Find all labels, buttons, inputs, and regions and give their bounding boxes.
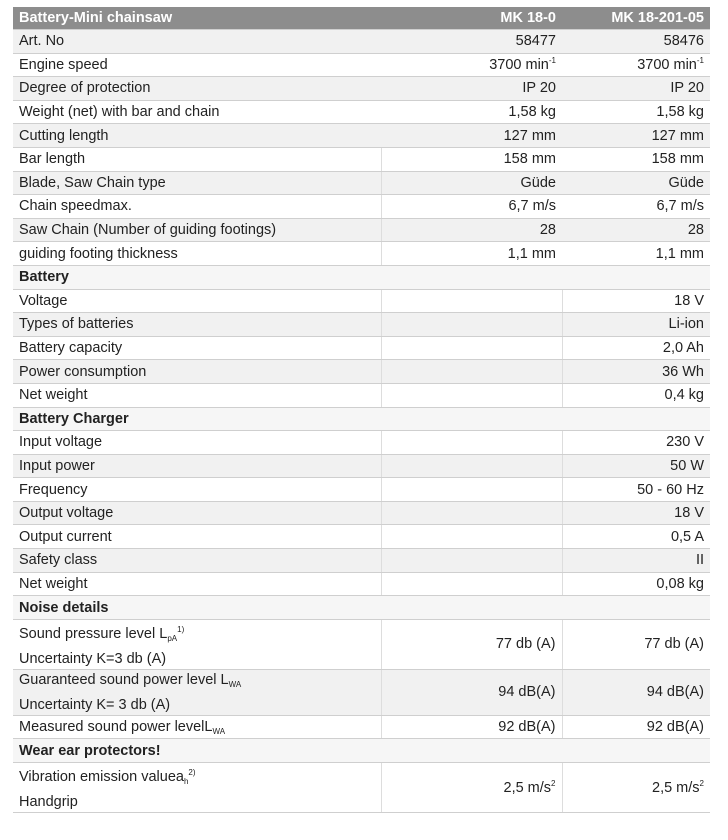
table-row <box>13 171 710 195</box>
table-row <box>13 525 710 549</box>
section-heading-ear <box>13 739 710 763</box>
cell-model-a: 28 <box>381 218 562 242</box>
cell-model-b: 6,7 m/s <box>562 195 710 219</box>
cell-value: 0,5 A <box>562 525 710 549</box>
table-row <box>13 313 710 337</box>
cell-model-a <box>381 53 562 77</box>
section-title: Wear ear protectors! <box>13 739 710 763</box>
section-title: Battery Charger <box>13 407 710 431</box>
empty-cell <box>381 313 562 337</box>
empty-cell <box>381 336 562 360</box>
empty-cell <box>381 501 562 525</box>
row-label: Types of batteries <box>13 313 381 337</box>
cell-model-b: Güde <box>562 171 710 195</box>
cell-model-a <box>381 763 562 813</box>
cell-value: 50 W <box>562 454 710 478</box>
cell-value: 18 V <box>562 289 710 313</box>
table-title: Battery-Mini chainsaw <box>13 7 381 30</box>
row-label: Chain speedmax. <box>13 195 381 219</box>
cell-model-b <box>562 763 710 813</box>
label-subscript: WA <box>212 726 226 736</box>
table-row <box>13 763 710 813</box>
label-text: Vibration emission valuea <box>19 769 184 786</box>
table-row <box>13 669 710 715</box>
table-row <box>13 242 710 266</box>
unit-exponent: 2 <box>551 779 556 789</box>
spec-table <box>13 7 710 813</box>
table-row <box>13 77 710 101</box>
row-label: Input voltage <box>13 431 381 455</box>
cell-model-a: Güde <box>381 171 562 195</box>
model-b-heading: MK 18-201-05 <box>562 7 710 30</box>
table-row <box>13 454 710 478</box>
section-heading-charger <box>13 407 710 431</box>
table-row <box>13 501 710 525</box>
empty-cell <box>381 431 562 455</box>
unit-exponent: -1 <box>548 56 556 66</box>
table-row <box>13 53 710 77</box>
cell-model-a: 77 db (A) <box>381 619 562 669</box>
cell-model-a: 127 mm <box>381 124 562 148</box>
cell-model-a: 58477 <box>381 30 562 54</box>
cell-value: 36 Wh <box>562 360 710 384</box>
cell-model-a: 92 dB(A) <box>381 715 562 739</box>
unit-exponent: -1 <box>696 56 704 66</box>
value-text: 2,5 m/s <box>503 780 552 797</box>
table-row <box>13 619 710 669</box>
value-text: 2,5 m/s <box>652 780 700 797</box>
table-row <box>13 431 710 455</box>
row-label: Voltage <box>13 289 381 313</box>
section-heading-battery <box>13 265 710 289</box>
row-label: Bar length <box>13 147 381 171</box>
label-line <box>19 670 375 695</box>
value-text: 3700 min <box>489 57 549 74</box>
table-row <box>13 383 710 407</box>
cell-model-a: IP 20 <box>381 77 562 101</box>
cell-model-a: 6,7 m/s <box>381 195 562 219</box>
empty-cell <box>381 289 562 313</box>
row-label: Safety class <box>13 549 381 573</box>
row-label: Cutting length <box>13 124 381 148</box>
row-label: Power consumption <box>13 360 381 384</box>
table-row <box>13 715 710 739</box>
label-subscript: WA <box>228 679 242 689</box>
value-text: 3700 min <box>637 57 697 74</box>
cell-value: 2,0 Ah <box>562 336 710 360</box>
unit-exponent: 2 <box>699 779 704 789</box>
empty-cell <box>381 478 562 502</box>
cell-model-a: 1,1 mm <box>381 242 562 266</box>
row-label: Net weight <box>13 572 381 596</box>
table-row <box>13 549 710 573</box>
label-line2: Uncertainty K=3 db (A) <box>19 650 167 667</box>
cell-model-a: 158 mm <box>381 147 562 171</box>
row-label: guiding footing thickness <box>13 242 381 266</box>
cell-model-b <box>562 53 710 77</box>
row-label: Weight (net) with bar and chain <box>13 100 381 124</box>
cell-model-b: 158 mm <box>562 147 710 171</box>
row-label: Engine speed <box>13 53 381 77</box>
row-label: Frequency <box>13 478 381 502</box>
label-subscript: pA <box>167 633 178 643</box>
row-label <box>13 763 381 813</box>
table-header <box>13 7 710 30</box>
label-line2: Uncertainty K= 3 db (A) <box>19 696 171 713</box>
model-a-heading: MK 18-0 <box>381 7 562 30</box>
cell-value: Li-ion <box>562 313 710 337</box>
label-text: Measured sound power levelL <box>19 718 213 735</box>
label-subscript: h <box>183 777 189 787</box>
cell-value: 0,4 kg <box>562 383 710 407</box>
label-text: Sound pressure level L <box>19 625 168 642</box>
row-label: Output current <box>13 525 381 549</box>
row-label: Battery capacity <box>13 336 381 360</box>
label-line <box>19 620 375 649</box>
table-row <box>13 124 710 148</box>
row-label <box>13 669 381 715</box>
row-label: Blade, Saw Chain type <box>13 171 381 195</box>
table-row <box>13 360 710 384</box>
cell-model-b: IP 20 <box>562 77 710 101</box>
section-title: Noise details <box>13 596 710 620</box>
table-row <box>13 289 710 313</box>
table-row <box>13 336 710 360</box>
empty-cell <box>381 383 562 407</box>
cell-model-b: 28 <box>562 218 710 242</box>
cell-value: 230 V <box>562 431 710 455</box>
row-label: Art. No <box>13 30 381 54</box>
empty-cell <box>381 360 562 384</box>
cell-model-b: 77 db (A) <box>562 619 710 669</box>
cell-model-b: 94 dB(A) <box>562 669 710 715</box>
table-row <box>13 478 710 502</box>
table-row <box>13 30 710 54</box>
cell-value: II <box>562 549 710 573</box>
cell-model-a: 1,58 kg <box>381 100 562 124</box>
cell-value: 50 - 60 Hz <box>562 478 710 502</box>
row-label: Net weight <box>13 383 381 407</box>
row-label: Degree of protection <box>13 77 381 101</box>
cell-model-a: 94 dB(A) <box>381 669 562 715</box>
row-label: Output voltage <box>13 501 381 525</box>
label-line2: Handgrip <box>19 794 78 811</box>
section-heading-noise <box>13 596 710 620</box>
footnote-marker: 1) <box>177 624 185 634</box>
cell-model-b: 92 dB(A) <box>562 715 710 739</box>
cell-model-b: 1,58 kg <box>562 100 710 124</box>
cell-model-b: 1,1 mm <box>562 242 710 266</box>
empty-cell <box>381 454 562 478</box>
empty-cell <box>381 572 562 596</box>
cell-value: 18 V <box>562 501 710 525</box>
table-row <box>13 572 710 596</box>
cell-model-b: 58476 <box>562 30 710 54</box>
empty-cell <box>381 525 562 549</box>
row-label <box>13 715 381 739</box>
row-label <box>13 619 381 669</box>
footnote-marker: 2) <box>188 768 196 778</box>
label-text: Guaranteed sound power level L <box>19 671 229 688</box>
cell-model-b: 127 mm <box>562 124 710 148</box>
empty-cell <box>381 549 562 573</box>
row-label: Input power <box>13 454 381 478</box>
table-row <box>13 218 710 242</box>
table-row <box>13 195 710 219</box>
row-label: Saw Chain (Number of guiding footings) <box>13 218 381 242</box>
section-title: Battery <box>13 265 710 289</box>
table-row <box>13 147 710 171</box>
cell-value: 0,08 kg <box>562 572 710 596</box>
label-line <box>19 763 375 792</box>
table-row <box>13 100 710 124</box>
